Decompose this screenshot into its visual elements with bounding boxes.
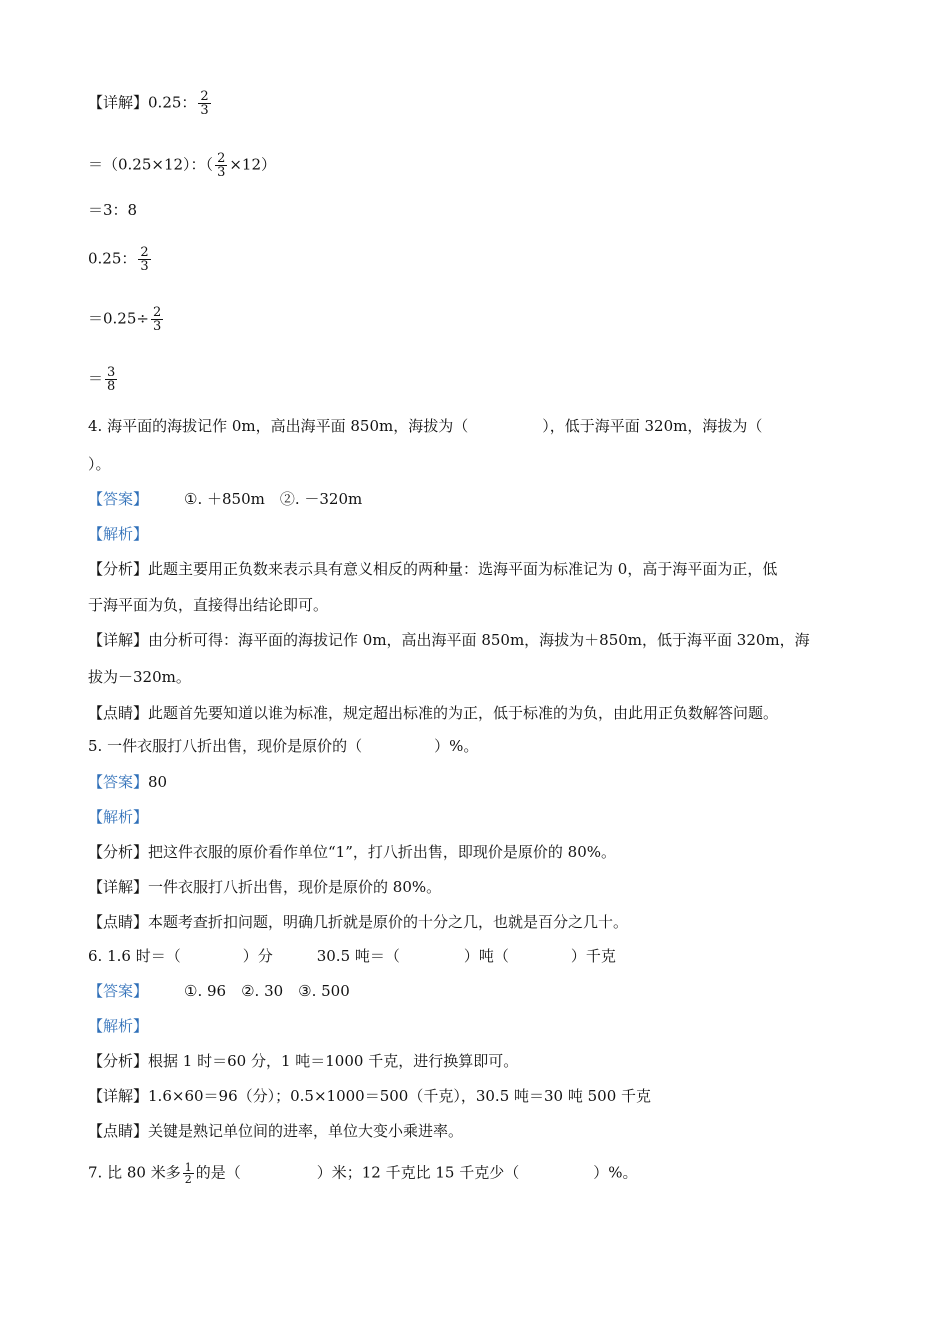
fraction: $\frac{2}{3}$ [217, 151, 226, 180]
ratio-line-1 [88, 90, 213, 117]
detail-label: 【详解】 [88, 878, 149, 896]
detail-4 [88, 630, 810, 650]
answer-label: 【答案】 [88, 982, 149, 1000]
answer-4 [88, 489, 362, 509]
comment-5 [88, 912, 628, 932]
dianjing-label: 【点睛】 [88, 913, 149, 931]
question-4 [88, 416, 762, 436]
answer-label: 【答案】 [88, 490, 149, 508]
question-text: 30.5 吨＝（ [316, 947, 400, 965]
ratio-text: 0.25： [148, 93, 197, 112]
answer-text: 80 [148, 773, 168, 791]
dianjing-text: 关键是熟记单位间的进率，单位大变小乘进率。 [148, 1122, 464, 1140]
ratio-line-4 [88, 246, 153, 273]
fenxi-text: 把这件衣服的原价看作单位“1”，打八折出售，即现价是原价的 80%。 [148, 843, 617, 861]
question-text: ），低于海平面 320m，海拔为（ [542, 417, 763, 435]
expression-text: ＝0.25÷ [88, 309, 149, 328]
question-text: 的是（ [195, 1163, 241, 1182]
fenxi-text: 根据 1 时＝60 分，1 吨＝1000 千克，进行换算即可。 [148, 1052, 519, 1070]
fraction: $\frac{2}{3}$ [152, 305, 162, 334]
answer-text: ①. 96 ②. 30 ③. 500 [184, 982, 350, 1000]
question-6 [88, 946, 616, 966]
fenxi-text: 此题主要用正负数来表示具有意义相反的两种量：选海平面为标准记为 0，高于海平面为正，低 [148, 560, 778, 578]
detail-text: 1.6×60＝96（分）；0.5×1000＝500（千克），30.5 吨＝30 吨 500 千克 [148, 1087, 652, 1105]
analysis-4-cont: 于海平面为负，直接得出结论即可。 [88, 596, 329, 614]
expression-text: ＝ [88, 369, 104, 388]
question-text: 6. 1.6 时＝（ [88, 947, 181, 965]
question-text: ）千克 [570, 947, 616, 965]
question-text: 5. 一件衣服打八折出售，现价是原价的（ [88, 737, 363, 755]
detail-label: 【详解】 [88, 1087, 149, 1105]
question-text: 7. 比 80 米多 [88, 1163, 181, 1182]
ratio-line-5 [88, 306, 165, 333]
comment-6 [88, 1121, 463, 1141]
expression-text: ＝（0.25×12）：（ [88, 155, 214, 174]
fenxi-label: 【分析】 [88, 843, 149, 861]
detail-5 [88, 877, 441, 897]
answer-6 [88, 981, 350, 1001]
fraction: $\frac{2}{3}$ [140, 245, 149, 274]
detail-label: 【详解】 [88, 93, 149, 112]
analysis-6 [88, 1051, 518, 1071]
answer-text: ①. ＋850m ②. －320m [184, 490, 363, 508]
answer-label: 【答案】 [88, 773, 149, 791]
dianjing-label: 【点睛】 [88, 704, 149, 722]
detail-4-cont: 拔为－320m。 [88, 668, 191, 686]
ratio-line-3: ＝3：8 [88, 201, 138, 219]
question-text: ）米；12 千克比 15 千克少（ [316, 1163, 520, 1182]
detail-label: 【详解】 [88, 631, 149, 649]
answer-5 [88, 772, 167, 792]
analysis-label: 【解析】 [88, 525, 149, 543]
analysis-label: 【解析】 [88, 808, 149, 826]
fenxi-label: 【分析】 [88, 1052, 149, 1070]
analysis-5 [88, 842, 616, 862]
fraction: $\frac{1}{2}$ [184, 1161, 192, 1186]
detail-6 [88, 1086, 651, 1106]
ratio-text: 0.25： [88, 249, 137, 268]
analysis-4 [88, 559, 777, 579]
detail-text: 由分析可得：海平面的海拔记作 0m，高出海平面 850m，海拔为＋850m，低于海平面 320m，海 [148, 631, 810, 649]
fraction: $\frac{2}{3}$ [200, 89, 209, 118]
question-text: ）%。 [593, 1163, 638, 1182]
fraction: $\frac{3}{8}$ [107, 365, 116, 394]
question-4-cont: ）。 [88, 455, 111, 473]
question-text: 4. 海平面的海拔记作 0m，高出海平面 850m，海拔为（ [88, 417, 469, 435]
fenxi-label: 【分析】 [88, 560, 149, 578]
question-text: ）%。 [434, 737, 479, 755]
question-5 [88, 736, 478, 756]
comment-4 [88, 703, 778, 723]
dianjing-label: 【点睛】 [88, 1122, 149, 1140]
detail-text: 一件衣服打八折出售，现价是原价的 80%。 [148, 878, 442, 896]
question-text: ）吨（ [463, 947, 509, 965]
ratio-line-2 [88, 152, 276, 179]
question-text: ）分 [242, 947, 273, 965]
dianjing-text: 本题考查折扣问题，明确几折就是原价的十分之几，也就是百分之几十。 [148, 913, 629, 931]
analysis-label: 【解析】 [88, 1017, 149, 1035]
expression-text: ×12） [229, 155, 276, 174]
question-7 [88, 1162, 637, 1185]
dianjing-text: 此题首先要知道以谁为标准，规定超出标准的为正，低于标准的为负，由此用正负数解答问题。 [148, 704, 779, 722]
ratio-line-6 [88, 366, 119, 393]
